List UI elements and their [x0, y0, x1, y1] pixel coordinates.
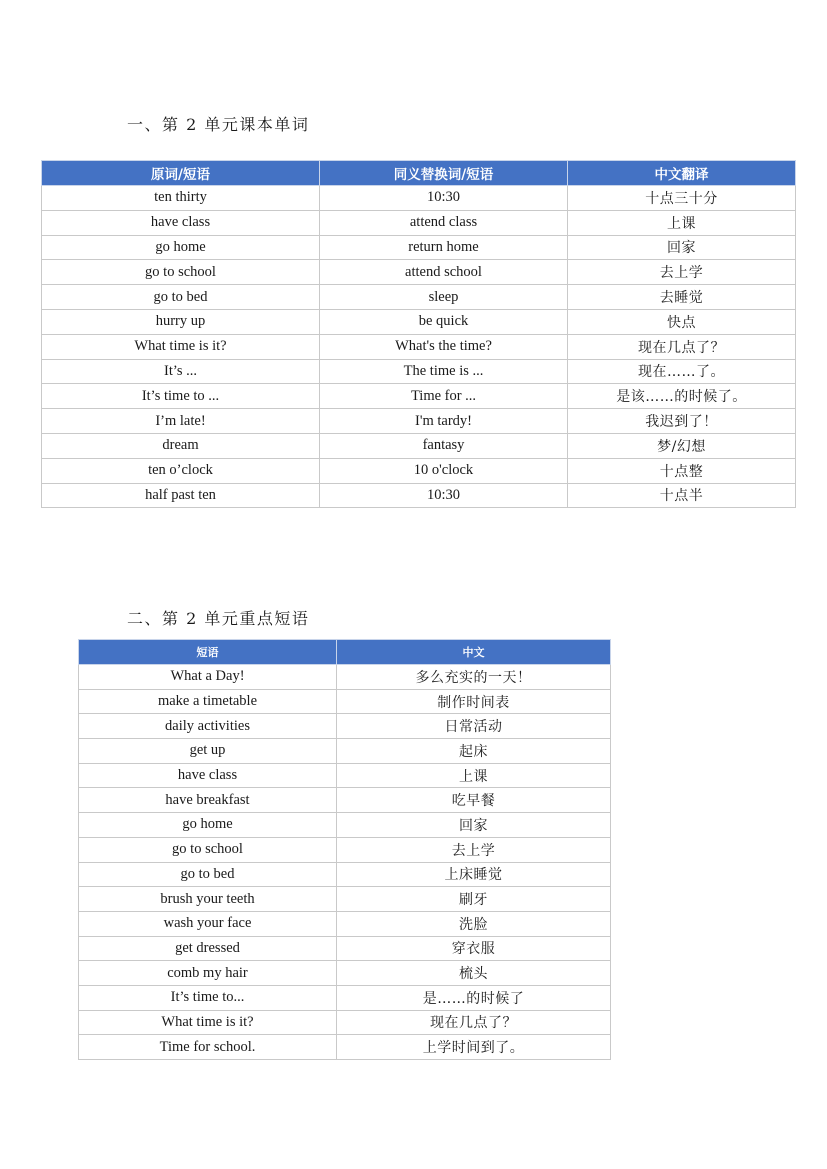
synonym-cell: be quick	[320, 309, 568, 334]
synonym-cell: 10 o'clock	[320, 458, 568, 483]
column-header-synonym: 同义替换词/短语	[320, 161, 568, 186]
chinese-translation-cell: 现在……了。	[568, 359, 796, 384]
phrase-cell: Time for school.	[79, 1035, 337, 1060]
chinese-translation-cell: 快点	[568, 309, 796, 334]
phrase-cell: get dressed	[79, 936, 337, 961]
original-word-cell: half past ten	[42, 483, 320, 508]
chinese-translation-cell: 十点半	[568, 483, 796, 508]
original-word-cell: go home	[42, 235, 320, 260]
chinese-meaning-cell: 上学时间到了。	[337, 1035, 611, 1060]
original-word-cell: I’m late!	[42, 409, 320, 434]
key-phrases-table	[78, 639, 611, 1060]
chinese-translation-cell: 梦/幻想	[568, 433, 796, 458]
table-row	[79, 1010, 611, 1035]
synonym-cell: attend class	[320, 210, 568, 235]
table-row	[42, 186, 796, 211]
original-word-cell: go to bed	[42, 285, 320, 310]
synonym-cell: fantasy	[320, 433, 568, 458]
chinese-meaning-cell: 吃早餐	[337, 788, 611, 813]
original-word-cell: have class	[42, 210, 320, 235]
chinese-meaning-cell: 是……的时候了	[337, 985, 611, 1010]
column-header-phrase: 短语	[79, 640, 337, 665]
chinese-meaning-cell: 现在几点了？	[337, 1010, 611, 1035]
textbook-words-table	[41, 160, 796, 508]
column-header-chinese: 中文翻译	[568, 161, 796, 186]
chinese-meaning-cell: 去上学	[337, 837, 611, 862]
phrase-cell: get up	[79, 739, 337, 764]
phrase-cell: wash your face	[79, 911, 337, 936]
chinese-meaning-cell: 洗脸	[337, 911, 611, 936]
table-row	[42, 384, 796, 409]
table-row	[79, 714, 611, 739]
chinese-meaning-cell: 刷牙	[337, 887, 611, 912]
phrase-cell: What a Day!	[79, 665, 337, 690]
column-header-chinese: 中文	[337, 640, 611, 665]
synonym-cell: attend school	[320, 260, 568, 285]
synonym-cell: I'm tardy!	[320, 409, 568, 434]
synonym-cell: sleep	[320, 285, 568, 310]
chinese-translation-cell: 去上学	[568, 260, 796, 285]
synonym-cell: 10:30	[320, 483, 568, 508]
synonym-cell: Time for ...	[320, 384, 568, 409]
table-row	[79, 837, 611, 862]
table-row	[79, 1035, 611, 1060]
phrase-cell: brush your teeth	[79, 887, 337, 912]
table-row	[79, 788, 611, 813]
chinese-translation-cell: 十点三十分	[568, 186, 796, 211]
section-1-heading: 一、第 2 单元课本单词	[127, 115, 310, 134]
table-row	[79, 763, 611, 788]
chinese-translation-cell: 上课	[568, 210, 796, 235]
table-row	[42, 483, 796, 508]
phrase-cell: have breakfast	[79, 788, 337, 813]
chinese-translation-cell: 是该……的时候了。	[568, 384, 796, 409]
table-header-row	[42, 161, 796, 186]
table-row	[42, 433, 796, 458]
phrase-cell: daily activities	[79, 714, 337, 739]
chinese-translation-cell: 我迟到了！	[568, 409, 796, 434]
table-row	[79, 887, 611, 912]
chinese-meaning-cell: 回家	[337, 813, 611, 838]
table-row	[79, 739, 611, 764]
table-row	[79, 961, 611, 986]
original-word-cell: It’s ...	[42, 359, 320, 384]
original-word-cell: ten thirty	[42, 186, 320, 211]
chinese-meaning-cell: 多么充实的一天！	[337, 665, 611, 690]
original-word-cell: ten o’clock	[42, 458, 320, 483]
section-2-heading: 二、第 2 单元重点短语	[127, 609, 310, 628]
phrase-cell: go to bed	[79, 862, 337, 887]
table-row	[42, 458, 796, 483]
original-word-cell: dream	[42, 433, 320, 458]
table-row	[79, 862, 611, 887]
table-row	[42, 285, 796, 310]
phrase-cell: have class	[79, 763, 337, 788]
phrase-cell: What time is it?	[79, 1010, 337, 1035]
phrase-cell: It’s time to...	[79, 985, 337, 1010]
chinese-meaning-cell: 穿衣服	[337, 936, 611, 961]
synonym-cell: 10:30	[320, 186, 568, 211]
chinese-meaning-cell: 起床	[337, 739, 611, 764]
table-row	[42, 210, 796, 235]
chinese-meaning-cell: 梳头	[337, 961, 611, 986]
original-word-cell: hurry up	[42, 309, 320, 334]
chinese-meaning-cell: 上床睡觉	[337, 862, 611, 887]
table-row	[42, 334, 796, 359]
table-header-row	[79, 640, 611, 665]
column-header-original: 原词/短语	[42, 161, 320, 186]
phrase-cell: make a timetable	[79, 689, 337, 714]
table-row	[79, 689, 611, 714]
synonym-cell: The time is ...	[320, 359, 568, 384]
chinese-translation-cell: 回家	[568, 235, 796, 260]
original-word-cell: go to school	[42, 260, 320, 285]
synonym-cell: What's the time?	[320, 334, 568, 359]
chinese-translation-cell: 现在几点了？	[568, 334, 796, 359]
table-row	[42, 235, 796, 260]
table-row	[79, 936, 611, 961]
table-body	[79, 665, 611, 1060]
original-word-cell: What time is it?	[42, 334, 320, 359]
chinese-meaning-cell: 上课	[337, 763, 611, 788]
table-row	[79, 813, 611, 838]
phrase-cell: go to school	[79, 837, 337, 862]
chinese-meaning-cell: 日常活动	[337, 714, 611, 739]
original-word-cell: It’s time to ...	[42, 384, 320, 409]
phrase-cell: comb my hair	[79, 961, 337, 986]
table-row	[42, 309, 796, 334]
table-row	[42, 409, 796, 434]
chinese-translation-cell: 十点整	[568, 458, 796, 483]
table-row	[79, 665, 611, 690]
table-row	[79, 985, 611, 1010]
chinese-translation-cell: 去睡觉	[568, 285, 796, 310]
phrase-cell: go home	[79, 813, 337, 838]
table-body	[42, 186, 796, 508]
synonym-cell: return home	[320, 235, 568, 260]
table-row	[79, 911, 611, 936]
table-row	[42, 260, 796, 285]
chinese-meaning-cell: 制作时间表	[337, 689, 611, 714]
table-row	[42, 359, 796, 384]
